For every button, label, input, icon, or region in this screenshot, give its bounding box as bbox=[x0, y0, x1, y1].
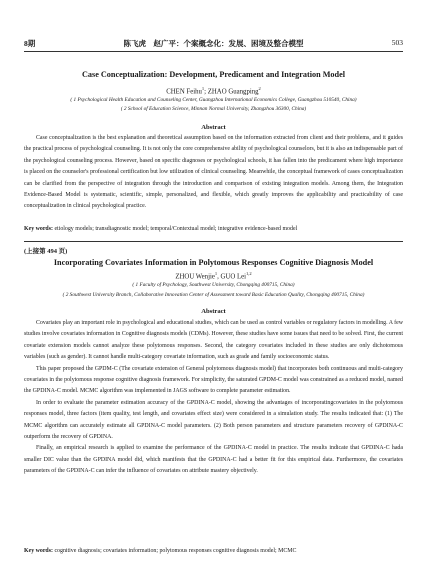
article2-affiliation-2: ( 2 Southwest University Branch, Collaborative Innovation Center of Assessment toward Basic Education Quality, Chongqing 400715, China) bbox=[62, 292, 365, 298]
article1-title: Case Conceptualization: Development, Predicament and Integration Model bbox=[82, 70, 345, 79]
header-rule bbox=[24, 51, 403, 52]
issue-number: 8期 bbox=[24, 39, 36, 48]
continued-note: (上接第 494 页) bbox=[24, 248, 68, 255]
article2-paragraph: In order to evaluate the parameter estimation accuracy of the GPDINA-C model, showing the advantages of incorporatingcovariates in the polytomous responses model, three factors (item quality, test length, and covariates effect size) were considered in a simulation study. The results indicated that: (1) The MCMC algorithm can accurately estimate all GPDINA-C model parameters. (2) Both person parameters and structure parameters recovery of GPDINA-C outperform the recovery of GPDINA. bbox=[24, 399, 403, 441]
article2-affiliation-1: ( 1 Faculty of Psychology, Southwest University, Chongqing 400715, China) bbox=[132, 282, 295, 288]
article1-abstract: Case conceptualization is the best explanation and theoretical assumption based on the information extracted from client and their problems, and it guides the practical process of psychological counseling. It is not only the core comprehensive ability of psychological counselors, but it is also an indispensable part of the psychological counseling process. However, based on specific diagnoses or psychological schools, it has fallen into the predicament where high importance is placed on the counselor's professional certification but low utilization of clinical counseling. Meanwhile, the conceptual framework of cases conceptualization can be clarified from the perspective of integration through the introduction and comparison of existing integration models. Among them, the Integration Evidence-Based Model is systematic, scientific, simple, personalized, and flexible, which greatly improves the applicability and practicability of case conceptualization in clinical psychological practice. bbox=[24, 135, 403, 210]
page-number: 503 bbox=[391, 38, 403, 47]
article2-abstract bbox=[24, 318, 403, 478]
article2-paragraph: Finally, an empirical research is applied to examine the performance of the GPDINA-C model in practice. The results indicate that GPDINA-C hada smaller DIC value than the GPDINA model did, which manifests that the GPDINA-C had a better fit for this empirical data. Furthermore, the covariates parameters of the GPDINA-C can infer the influence of covariates on attribute mastery objectively. bbox=[24, 445, 403, 475]
article1-keywords: Key words: etiology models; transdiagnostic model; temporal/Contextual model; integrative evidence-based model bbox=[24, 226, 298, 232]
section-rule bbox=[24, 241, 403, 242]
article2-paragraph: Covariates play an important role in psychological and educational studies, which can be used as control variables or regulatory factors in modelling. A few studies involve covariates information in Cognitive diagnosis models (CDMs). However, these studies have some issues that need to be solved. First, the current covariate extension models cannot analyze these polytomous responses. Second, the category covariates included in these studies are only dichotomous variables (such as gender). It cannot handle multi-category covariate information, such as grade and family socioeconomic status. bbox=[24, 320, 403, 361]
article2-keywords: Key words: cognitive diagnosis; covariates information; polytomous responses cognitive diagnosis model; MCMC bbox=[24, 548, 297, 554]
article1-affiliation-1: ( 1 Psychological Health Education and Counseling Center, Guangzhou International Economics College, Guangzhou 510540, China) bbox=[70, 97, 357, 103]
article2-title: Incorporating Covariates Information in Polytomous Responses Cognitive Diagnosis Model bbox=[53, 258, 374, 267]
article1-affiliation-2: ( 2 School of Education Science, Minnan Normal University, Zhangzhou 36300, China) bbox=[120, 106, 307, 112]
running-header bbox=[24, 38, 403, 50]
article2-abstract-heading: Abstract bbox=[201, 308, 226, 315]
running-title: 陈飞虎 赵广平：个案概念化：发展、困境及整合模型 bbox=[123, 39, 304, 48]
article2-authors: ZHOU Wenjie$^1$, GUO Lei$^{1,2}$ bbox=[175, 271, 252, 281]
article2-paragraph: This paper proposed the GPDM-C (The covariate extension of General polytomous diagnosis model) that incorporates both continuous and multi-category covariates in the polytomous response cognitive diagnosis framework. For simplicity, the saturated GPDM-C model was constrained as a reduced model, named the GPDINA-C model. MCMC algorithm was implemented in JAGS software to complete parameter estimation. bbox=[24, 365, 403, 395]
article1-abstract-heading: Abstract bbox=[201, 124, 226, 131]
article1-authors: CHEN Feihu$^1$; ZHAO Guangping$^2$ bbox=[166, 86, 261, 96]
